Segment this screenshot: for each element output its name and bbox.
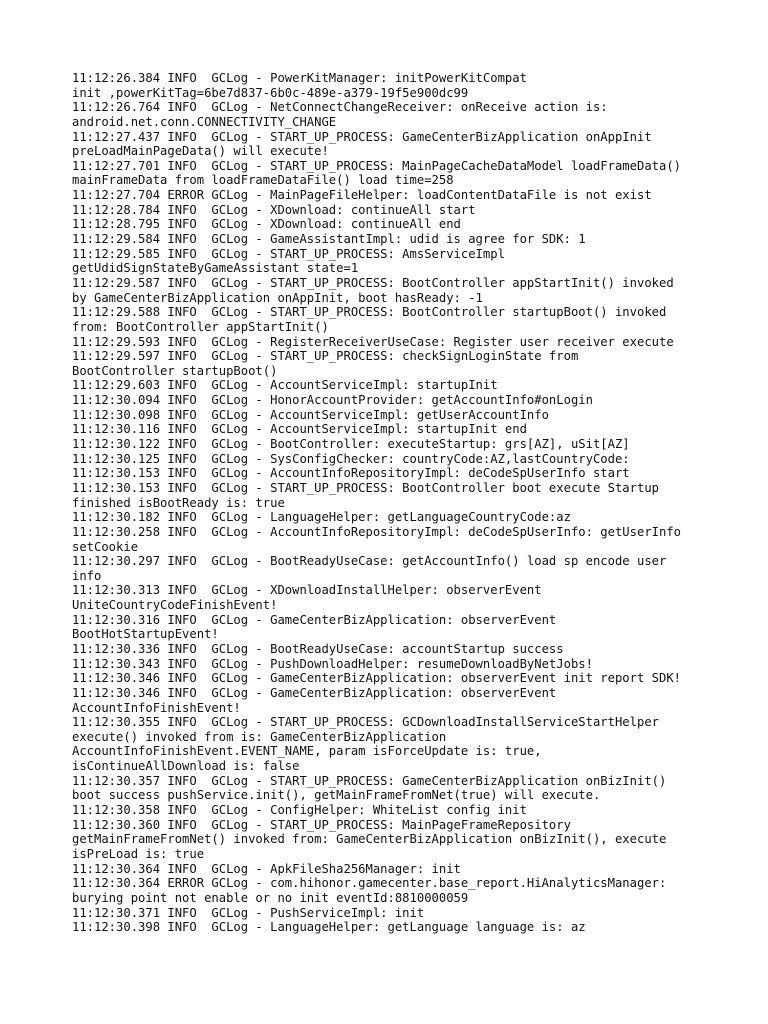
log-line: 11:12:29.587 INFO GCLog - START_UP_PROCESS: BootController appStartInit() invoked: [72, 275, 674, 290]
log-line: android.net.conn.CONNECTIVITY_CHANGE: [72, 114, 337, 129]
log-line: boot success pushService.init(), getMainFrameFromNet(true) will execute.: [72, 788, 601, 803]
log-line: 11:12:30.360 INFO GCLog - START_UP_PROCESS: MainPageFrameRepository: [72, 817, 571, 832]
log-line: 11:12:27.701 INFO GCLog - START_UP_PROCESS: MainPageCacheDataModel loadFrameData(): [72, 158, 682, 173]
log-line: 11:12:29.584 INFO GCLog - GameAssistantImpl: udid is agree for SDK: 1: [72, 232, 586, 247]
log-line: isContinueAllDownload is: false: [72, 759, 300, 774]
log-line: 11:12:29.588 INFO GCLog - START_UP_PROCESS: BootController startupBoot() invoked: [72, 305, 667, 320]
log-line: BootHotStartupEvent!: [72, 627, 219, 642]
log-line: from: BootController appStartInit(): [72, 319, 329, 334]
log-line: 11:12:29.593 INFO GCLog - RegisterReceiverUseCase: Register user receiver execute: [72, 334, 674, 349]
log-line: 11:12:28.795 INFO GCLog - XDownload: continueAll end: [72, 217, 461, 232]
log-line: isPreLoad is: true: [72, 846, 205, 861]
log-line: 11:12:30.364 ERROR GCLog - com.hihonor.gamecenter.base_report.HiAnalyticsManager:: [72, 876, 667, 891]
log-line: 11:12:30.355 INFO GCLog - START_UP_PROCESS: GCDownloadInstallServiceStartHelper: [72, 715, 659, 730]
log-line: burying point not enable or no init eventId:8810000059: [72, 890, 469, 905]
log-line: init ,powerKitTag=6be7d837-6b0c-489e-a379-19f5e900dc99: [72, 85, 469, 100]
log-line: 11:12:27.704 ERROR GCLog - MainPageFileHelper: loadContentDataFile is not exist: [72, 188, 652, 203]
log-line: 11:12:30.094 INFO GCLog - HonorAccountProvider: getAccountInfo#onLogin: [72, 393, 593, 408]
log-line: 11:12:30.336 INFO GCLog - BootReadyUseCase: accountStartup success: [72, 641, 564, 656]
log-line: finished isBootReady is: true: [72, 495, 285, 510]
log-line: AccountInfoFinishEvent!: [72, 700, 241, 715]
log-document: [72, 71, 762, 935]
log-line: 11:12:30.153 INFO GCLog - START_UP_PROCESS: BootController boot execute Startup: [72, 480, 659, 495]
log-line: setCookie: [72, 539, 139, 554]
log-line: 11:12:30.116 INFO GCLog - AccountServiceImpl: startupInit end: [72, 422, 527, 437]
log-line: preLoadMainPageData() will execute!: [72, 144, 329, 159]
log-line: info: [72, 568, 102, 583]
log-line: execute() invoked from is: GameCenterBizApplication: [72, 729, 447, 744]
log-line: 11:12:26.384 INFO GCLog - PowerKitManager: initPowerKitCompat: [72, 71, 527, 85]
log-line: 11:12:30.357 INFO GCLog - START_UP_PROCESS: GameCenterBizApplication onBizInit(): [72, 773, 667, 788]
log-line: getMainFrameFromNet() invoked from: GameCenterBizApplication onBizInit(), execute: [72, 832, 667, 847]
log-line: 11:12:30.346 INFO GCLog - GameCenterBizApplication: observerEvent init report SDK!: [72, 671, 682, 686]
log-line: 11:12:30.125 INFO GCLog - SysConfigChecker: countryCode:AZ,lastCountryCode:: [72, 451, 630, 466]
log-line: getUdidSignStateByGameAssistant state=1: [72, 261, 359, 276]
log-line: 11:12:29.597 INFO GCLog - START_UP_PROCESS: checkSignLoginState from: [72, 349, 579, 364]
log-line: 11:12:30.182 INFO GCLog - LanguageHelper: getLanguageCountryCode:az: [72, 510, 571, 525]
log-line: 11:12:30.358 INFO GCLog - ConfigHelper: WhiteList config init: [72, 803, 527, 818]
log-line: 11:12:30.122 INFO GCLog - BootController: executeStartup: grs[AZ], uSit[AZ]: [72, 437, 630, 452]
log-line: 11:12:30.098 INFO GCLog - AccountServiceImpl: getUserAccountInfo: [72, 407, 549, 422]
log-line: 11:12:29.585 INFO GCLog - START_UP_PROCESS: AmsServiceImpl: [72, 246, 505, 261]
log-line: 11:12:30.258 INFO GCLog - AccountInfoRepositoryImpl: deCodeSpUserInfo: getUserInfo: [72, 524, 682, 539]
log-line: 11:12:30.153 INFO GCLog - AccountInfoRepositoryImpl: deCodeSpUserInfo start: [72, 466, 630, 481]
log-line: UniteCountryCodeFinishEvent!: [72, 598, 278, 613]
log-line: 11:12:27.437 INFO GCLog - START_UP_PROCESS: GameCenterBizApplication onAppInit: [72, 129, 652, 144]
log-line: 11:12:30.316 INFO GCLog - GameCenterBizApplication: observerEvent: [72, 612, 557, 627]
log-line: mainFrameData from loadFrameDataFile() load time=258: [72, 173, 454, 188]
log-line: 11:12:26.764 INFO GCLog - NetConnectChangeReceiver: onReceive action is:: [72, 100, 608, 115]
log-line: AccountInfoFinishEvent.EVENT_NAME, param isForceUpdate is: true,: [72, 744, 542, 759]
log-line: 11:12:30.343 INFO GCLog - PushDownloadHelper: resumeDownloadByNetJobs!: [72, 656, 593, 671]
log-line: 11:12:28.784 INFO GCLog - XDownload: continueAll start: [72, 202, 476, 217]
log-line: 11:12:30.371 INFO GCLog - PushServiceImpl: init: [72, 905, 425, 920]
log-line: 11:12:30.297 INFO GCLog - BootReadyUseCase: getAccountInfo() load sp encode user: [72, 554, 667, 569]
log-line: 11:12:30.398 INFO GCLog - LanguageHelper: getLanguage language is: az: [72, 920, 586, 935]
log-line: 11:12:30.313 INFO GCLog - XDownloadInstallHelper: observerEvent: [72, 583, 542, 598]
log-line: 11:12:29.603 INFO GCLog - AccountServiceImpl: startupInit: [72, 378, 498, 393]
log-line: 11:12:30.346 INFO GCLog - GameCenterBizApplication: observerEvent: [72, 685, 557, 700]
log-line: BootController startupBoot(): [72, 363, 278, 378]
log-line: by GameCenterBizApplication onAppInit, boot hasReady: -1: [72, 290, 483, 305]
log-line: 11:12:30.364 INFO GCLog - ApkFileSha256Manager: init: [72, 861, 461, 876]
